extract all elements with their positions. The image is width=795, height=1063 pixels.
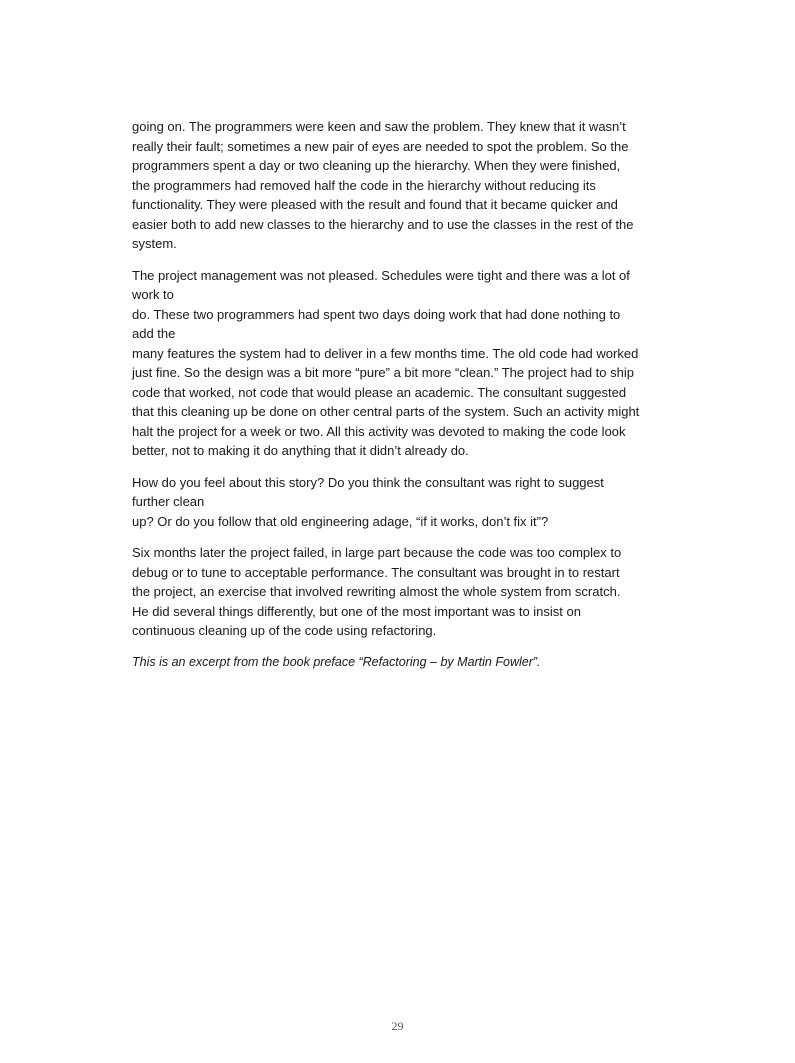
body-text	[132, 117, 663, 672]
text-line: The project management was not pleased. Schedules were tight and there was a lot of	[132, 267, 630, 283]
text-line: continuous cleaning up of the code using refactoring.	[132, 623, 437, 638]
paragraph-1	[132, 117, 663, 254]
text-line: the project, an exercise that involved rewriting almost the whole system from scratch.	[132, 584, 621, 599]
text-line: Six months later the project failed, in large part because the code was too complex to	[132, 545, 622, 560]
text-line: just fine. So the design was a bit more “pure” a bit more “clean.” The project had to ship	[132, 365, 634, 380]
paragraph-4	[132, 543, 663, 641]
paragraph-3	[132, 473, 663, 532]
text-line: easier both to add new classes to the hierarchy and to use the classes in the rest of the	[132, 216, 634, 232]
page-number: 29	[391, 1019, 404, 1033]
text-line: system.	[132, 236, 177, 251]
excerpt-note: This is an excerpt from the book preface “Refactoring – by Martin Fowler”.	[132, 654, 541, 669]
text-line: the programmers had removed half the code in the hierarchy without reducing its	[132, 177, 596, 193]
text-line: better, not to making it do anything that it didn’t already do.	[132, 443, 469, 458]
text-line: add the	[132, 326, 176, 341]
text-line: debug or to tune to acceptable performance. The consultant was brought in to restart	[132, 564, 620, 580]
text-line: really their fault; sometimes a new pair of eyes are needed to spot the problem. So the	[132, 138, 629, 154]
text-line: many features the system had to deliver in a few months time. The old code had worked	[132, 345, 639, 361]
text-line: programmers spent a day or two cleaning up the hierarchy. When they were finished,	[132, 158, 621, 173]
text-line: further clean	[132, 494, 205, 509]
text-line: functionality. They were pleased with the result and found that it became quicker and	[132, 197, 618, 212]
text-line: up? Or do you follow that old engineering adage, “if it works, don’t fix it”?	[132, 513, 549, 529]
text-line: He did several things differently, but one of the most important was to insist on	[132, 603, 581, 619]
text-line: going on. The programmers were keen and saw the problem. They knew that it wasn’t	[132, 119, 626, 134]
text-line: that this cleaning up be done on other central parts of the system. Such an activity might	[132, 404, 640, 419]
text-line: code that worked, not code that would please an academic. The consultant suggested	[132, 384, 627, 400]
text-line: How do you feel about this story? Do you think the consultant was right to suggest	[132, 474, 604, 490]
text-line: do. These two programmers had spent two days doing work that had done nothing to	[132, 306, 621, 322]
text-line: work to	[132, 287, 174, 302]
text-line: halt the project for a week or two. All this activity was devoted to making the code look	[132, 423, 626, 439]
paragraph-2	[132, 266, 663, 461]
